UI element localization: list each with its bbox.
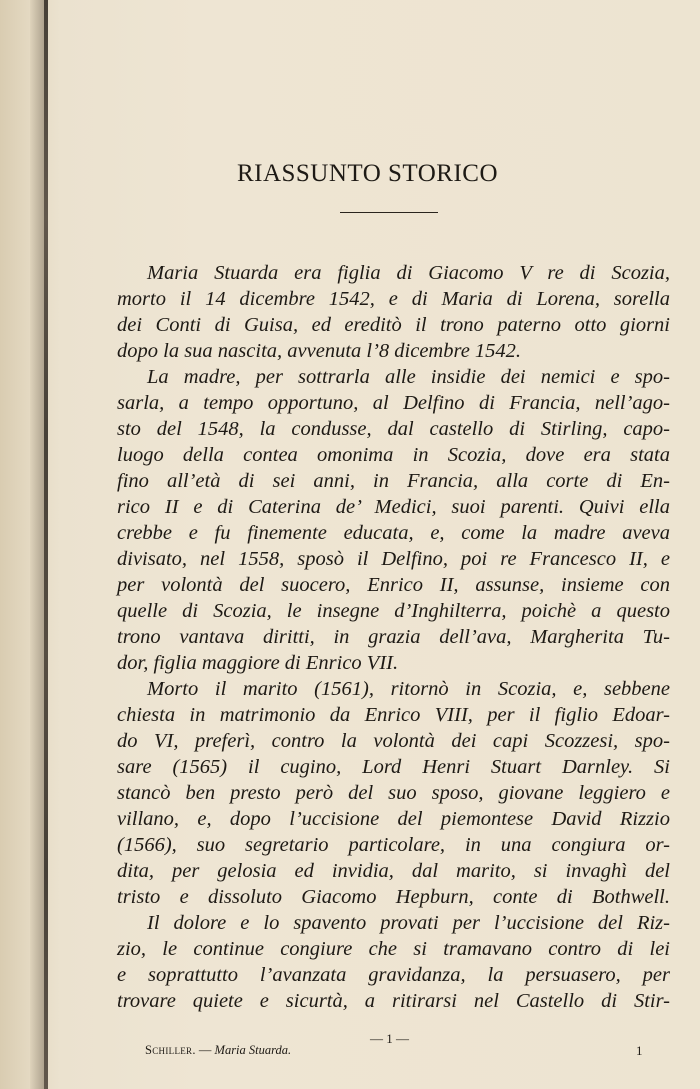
footer-separator: — xyxy=(195,1043,215,1057)
text-line: sare (1565) il cugino, Lord Henri Stuart Darnley. Si xyxy=(117,756,670,778)
text-line: zio, le continue congiure che si tramavano contro di lei xyxy=(117,938,670,960)
text-line: sarla, a tempo opportuno, al Delfino di Francia, nell’ago- xyxy=(117,392,670,414)
text-line: trovare quiete e sicurtà, a ritirarsi nel Castello di Stir- xyxy=(117,990,670,1012)
text-line: dopo la sua nascita, avvenuta l’8 dicembre 1542. xyxy=(117,340,522,362)
text-line: sto del 1548, la condusse, dal castello di Stirling, capo- xyxy=(117,418,670,440)
text-line: Il dolore e lo spavento provati per l’uccisione del Riz- xyxy=(147,912,670,934)
body-text xyxy=(117,260,670,1014)
text-line: morto il 14 dicembre 1542, e di Maria di Lorena, sorella xyxy=(117,288,670,310)
text-line: fino all’età di sei anni, in Francia, alla corte di En- xyxy=(117,470,670,492)
page-number: 1 xyxy=(636,1043,643,1058)
title-rule xyxy=(340,212,438,213)
text-line: La madre, per sottrarla alle insidie dei nemici e spo- xyxy=(147,366,670,388)
text-line: villano, e, dopo l’uccisione del piemontese David Rizzio xyxy=(117,808,670,830)
text-line: trono vantava diritti, in grazia dell’ava, Margherita Tu- xyxy=(117,626,670,648)
text-line: per volontà del suocero, Enrico II, assunse, insieme con xyxy=(117,574,670,596)
text-line: do VI, preferì, contro la volontà dei capi Scozzesi, spo- xyxy=(117,730,670,752)
text-line: dei Conti di Guisa, ed ereditò il trono paterno otto giorni xyxy=(117,314,670,336)
text-line: divisato, nel 1558, sposò il Delfino, poi re Francesco II, e xyxy=(117,548,670,570)
page-title: RIASSUNTO STORICO xyxy=(236,160,499,187)
signature-page-marker: — 1 — xyxy=(370,1031,409,1046)
running-footer xyxy=(145,1043,291,1058)
text-line: Maria Stuarda era figlia di Giacomo V re di Scozia, xyxy=(147,262,670,284)
text-line: chiesta in matrimonio da Enrico VIII, per il figlio Edoar- xyxy=(117,704,670,726)
text-line: crebbe e fu finemente educata, e, come la madre aveva xyxy=(117,522,670,544)
text-line: luogo della contea omonima in Scozia, dove era stata xyxy=(117,444,670,466)
text-line: Morto il marito (1561), ritornò in Scozia, e, sebbene xyxy=(147,678,670,700)
text-line: quelle di Scozia, le insegne d’Inghilterra, poichè a questo xyxy=(117,600,670,622)
text-line: tristo e dissoluto Giacomo Hepburn, conte di Bothwell. xyxy=(117,886,670,908)
text-line: stancò ben presto però del suo sposo, giovane leggiero e xyxy=(117,782,670,804)
footer-work-title: Maria Stuarda. xyxy=(214,1043,292,1057)
text-line: e soprattutto l’avanzata gravidanza, la persuasero, per xyxy=(117,964,670,986)
text-line: rico II e di Caterina de’ Medici, suoi parenti. Quivi ella xyxy=(117,496,670,518)
text-line: dor, figlia maggiore di Enrico VII. xyxy=(117,652,399,674)
text-line: (1566), suo segretario particolare, in una congiura or- xyxy=(117,834,670,856)
footer-author: Schiller. xyxy=(145,1043,196,1057)
text-line: dita, per gelosia ed invidia, dal marito, si invaghì del xyxy=(117,860,670,882)
